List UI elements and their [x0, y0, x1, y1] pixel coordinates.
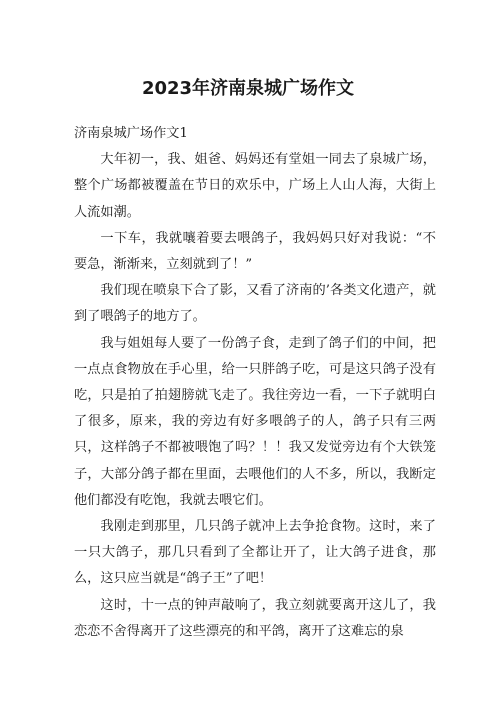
essay-subtitle: 济南泉城广场作文1: [74, 126, 188, 141]
paragraph-5: 我刚走到那里，几只鸽子就冲上去争抢食物。这时，来了一只大鸽子，那几只看到了全都让开了，让大鸽子进食，那么，这只应当就是“鸽子王”了吧！: [74, 519, 436, 587]
document-title: 2023年济南泉城广场作文: [141, 78, 355, 99]
document-body: [74, 121, 436, 645]
paragraph-4: 我与姐姐每人要了一份鸽子食，走到了鸽子们的中间，把一点点食物放在手心里，给一只胖鸽子吃，可是这只鸽子没有吃，只是拍了拍翅膀就飞走了。我往旁边一看，一下子就明白了很多，原来，我的旁边有好多喂鸽子的人，鸽子只有三两只，这样鸽子不都被喂饱了吗？！！我又发觉旁边有个大铁笼子，大部分鸽子都在里面，去喂他们的人不多，所以，我断定他们都没有吃饱，我就去喂它们。: [74, 335, 436, 508]
paragraph-3: 我们现在喷泉下合了影，又看了济南的’各类文化遗产，就到了喂鸽子的地方了。: [74, 283, 436, 325]
paragraph-2: 一下车，我就嚷着要去喂鸽子，我妈妈只好对我说：“不要急，渐渐来，立刻就到了！”: [74, 230, 436, 273]
paragraph-1: 大年初一，我、姐爸、妈妈还有堂姐一同去了泉城广场，整个广场都被覆盖在节日的欢乐中，广场上人山人海，大街上人流如潮。: [74, 152, 436, 220]
paragraph-6: 这时，十一点的钟声敲响了，我立刻就要离开这儿了，我恋恋不舍得离开了这些漂亮的和平鸽，离开了这难忘的泉: [74, 597, 436, 639]
